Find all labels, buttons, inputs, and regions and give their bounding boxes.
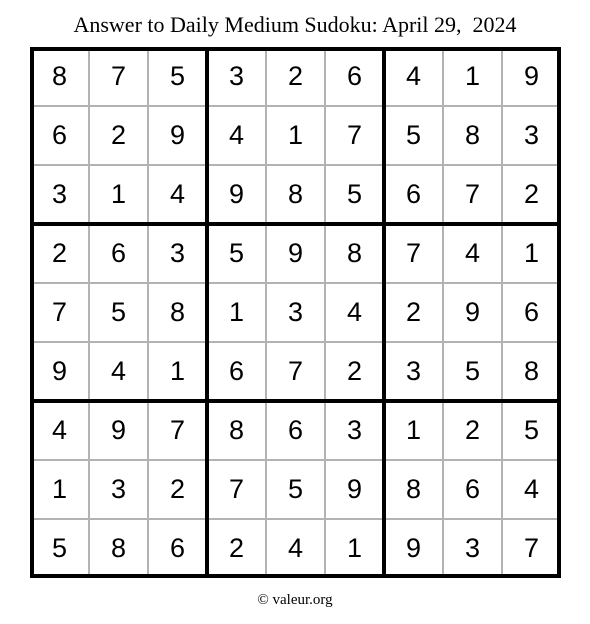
sudoku-cell: 1 — [287, 120, 304, 150]
sudoku-cell: 2 — [464, 415, 481, 445]
sudoku-cell: 3 — [228, 61, 245, 91]
sudoku-cell: 9 — [287, 238, 304, 268]
sudoku-cell: 2 — [523, 179, 540, 209]
copyright-footer: © valeur.org — [257, 592, 333, 608]
sudoku-cell: 4 — [464, 238, 481, 268]
sudoku-cell: 3 — [346, 415, 363, 445]
sudoku-cell: 9 — [51, 356, 68, 386]
sudoku-cell: 2 — [346, 356, 363, 386]
sudoku-cell: 4 — [51, 415, 68, 445]
sudoku-cell: 4 — [405, 61, 422, 91]
sudoku-cell: 9 — [169, 120, 186, 150]
sudoku-cell: 7 — [110, 61, 127, 91]
sudoku-cell: 3 — [51, 179, 68, 209]
sudoku-cell: 4 — [346, 297, 363, 327]
sudoku-cell: 4 — [523, 474, 540, 504]
sudoku-cell: 7 — [405, 238, 422, 268]
sudoku-cell: 8 — [287, 179, 304, 209]
sudoku-cell: 6 — [287, 415, 304, 445]
sudoku-cell: 9 — [346, 474, 363, 504]
sudoku-cell: 7 — [523, 533, 540, 563]
sudoku-cell: 7 — [346, 120, 363, 150]
sudoku-cell: 8 — [110, 533, 127, 563]
sudoku-cell: 2 — [405, 297, 422, 327]
sudoku-cell: 7 — [169, 415, 186, 445]
sudoku-cell: 1 — [405, 415, 422, 445]
sudoku-cell: 6 — [464, 474, 481, 504]
sudoku-cell: 6 — [110, 238, 127, 268]
sudoku-cell: 6 — [169, 533, 186, 563]
sudoku-cell: 9 — [110, 415, 127, 445]
sudoku-cell: 9 — [405, 533, 422, 563]
sudoku-cell: 4 — [287, 533, 304, 563]
sudoku-cell: 4 — [110, 356, 127, 386]
page-title: Answer to Daily Medium Sudoku: April 29, 2024 — [73, 12, 517, 37]
sudoku-cell: 8 — [464, 120, 481, 150]
sudoku-cell: 1 — [464, 61, 481, 91]
sudoku-cell: 1 — [228, 297, 245, 327]
sudoku-cell: 8 — [51, 61, 68, 91]
sudoku-board — [30, 47, 561, 578]
sudoku-cell: 5 — [464, 356, 481, 386]
sudoku-cell: 5 — [110, 297, 127, 327]
sudoku-cell: 5 — [169, 61, 186, 91]
sudoku-cell: 8 — [405, 474, 422, 504]
sudoku-cell: 7 — [287, 356, 304, 386]
sudoku-cell: 6 — [405, 179, 422, 209]
sudoku-cell: 5 — [523, 415, 540, 445]
sudoku-cell: 8 — [169, 297, 186, 327]
sudoku-cell: 3 — [110, 474, 127, 504]
sudoku-cell: 6 — [51, 120, 68, 150]
sudoku-cell: 7 — [51, 297, 68, 327]
sudoku-cell: 2 — [51, 238, 68, 268]
sudoku-cell: 9 — [228, 179, 245, 209]
sudoku-cell: 9 — [464, 297, 481, 327]
sudoku-cell: 2 — [169, 474, 186, 504]
sudoku-cell: 9 — [523, 61, 540, 91]
sudoku-cell: 5 — [405, 120, 422, 150]
sudoku-cell: 3 — [523, 120, 540, 150]
sudoku-cell: 5 — [346, 179, 363, 209]
sudoku-cell: 4 — [228, 120, 245, 150]
sudoku-cell: 8 — [523, 356, 540, 386]
sudoku-cell: 2 — [110, 120, 127, 150]
sudoku-cell: 3 — [405, 356, 422, 386]
sudoku-cell: 1 — [51, 474, 68, 504]
sudoku-cell: 7 — [228, 474, 245, 504]
sudoku-cell: 1 — [523, 238, 540, 268]
sudoku-cell: 7 — [464, 179, 481, 209]
sudoku-cell: 4 — [169, 179, 186, 209]
sudoku-cell: 3 — [169, 238, 186, 268]
sudoku-cell: 3 — [464, 533, 481, 563]
sudoku-cell: 8 — [346, 238, 363, 268]
sudoku-cell: 6 — [228, 356, 245, 386]
sudoku-cell: 1 — [346, 533, 363, 563]
sudoku-cell: 5 — [51, 533, 68, 563]
sudoku-cell: 6 — [346, 61, 363, 91]
sudoku-cell: 1 — [169, 356, 186, 386]
sudoku-cell: 5 — [228, 238, 245, 268]
sudoku-cell: 3 — [287, 297, 304, 327]
sudoku-cell: 1 — [110, 179, 127, 209]
sudoku-cell: 6 — [523, 297, 540, 327]
sudoku-cell: 2 — [287, 61, 304, 91]
sudoku-cell: 2 — [228, 533, 245, 563]
sudoku-cell: 5 — [287, 474, 304, 504]
sudoku-cell: 8 — [228, 415, 245, 445]
